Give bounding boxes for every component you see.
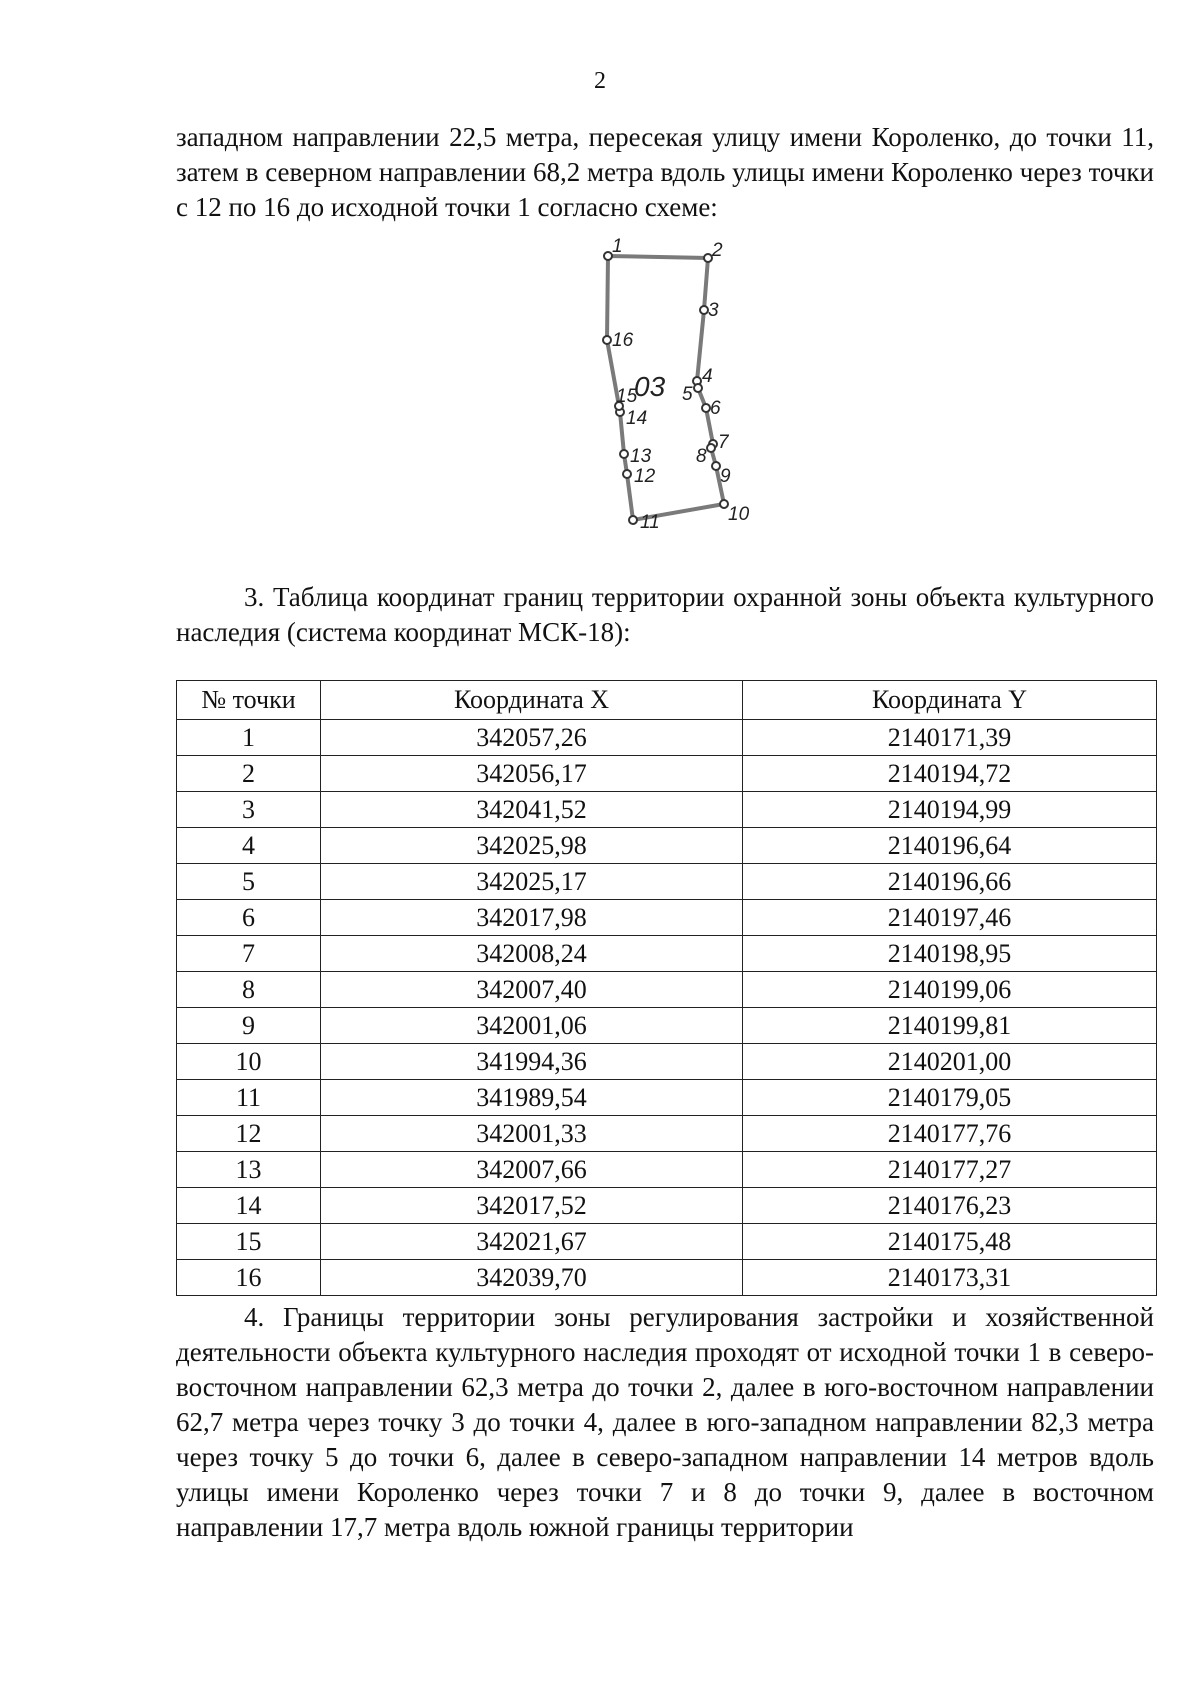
cell-coordinate-y: 2140175,48 bbox=[743, 1224, 1157, 1260]
cell-point-number: 4 bbox=[177, 828, 321, 864]
cell-coordinate-y: 2140201,00 bbox=[743, 1044, 1157, 1080]
cell-coordinate-x: 342001,33 bbox=[321, 1116, 743, 1152]
table-header-row bbox=[177, 681, 1157, 720]
cell-coordinate-y: 2140196,66 bbox=[743, 864, 1157, 900]
cell-coordinate-x: 342007,40 bbox=[321, 972, 743, 1008]
coordinates-table bbox=[176, 680, 1157, 1296]
scheme-point-label: 16 bbox=[612, 330, 634, 351]
cell-coordinate-x: 342041,52 bbox=[321, 792, 743, 828]
scheme-point-label: 12 bbox=[634, 466, 656, 487]
scheme-point-marker bbox=[604, 252, 612, 260]
cell-point-number: 5 bbox=[177, 864, 321, 900]
cell-coordinate-x: 342008,24 bbox=[321, 936, 743, 972]
cell-coordinate-x: 342017,98 bbox=[321, 900, 743, 936]
cell-coordinate-x: 341989,54 bbox=[321, 1080, 743, 1116]
cell-coordinate-y: 2140194,99 bbox=[743, 792, 1157, 828]
table-heading: 3. Таблица координат границ территории охранной зоны объекта культурного наследия (система координат МСК-18): bbox=[176, 582, 1154, 647]
cell-point-number: 16 bbox=[177, 1260, 321, 1296]
scheme-point-label: 13 bbox=[630, 446, 652, 467]
scheme-point-marker bbox=[694, 384, 702, 392]
cell-coordinate-y: 2140196,64 bbox=[743, 828, 1157, 864]
table-row bbox=[177, 1152, 1157, 1188]
scheme-point-label: 10 bbox=[728, 504, 750, 525]
cell-point-number: 6 bbox=[177, 900, 321, 936]
cell-coordinate-y: 2140177,27 bbox=[743, 1152, 1157, 1188]
cell-coordinate-y: 2140194,72 bbox=[743, 756, 1157, 792]
cell-point-number: 15 bbox=[177, 1224, 321, 1260]
table-row bbox=[177, 1116, 1157, 1152]
cell-coordinate-y: 2140199,81 bbox=[743, 1008, 1157, 1044]
scheme-point-marker bbox=[620, 450, 628, 458]
scheme-point-marker bbox=[700, 306, 708, 314]
cell-point-number: 1 bbox=[177, 720, 321, 756]
table-row bbox=[177, 864, 1157, 900]
cell-point-number: 9 bbox=[177, 1008, 321, 1044]
cell-coordinate-y: 2140176,23 bbox=[743, 1188, 1157, 1224]
scheme-point-label: 15 bbox=[616, 386, 638, 407]
table-row bbox=[177, 828, 1157, 864]
cell-coordinate-x: 342001,06 bbox=[321, 1008, 743, 1044]
header-point-number: № точки bbox=[177, 681, 321, 720]
header-coordinate-x: Координата X bbox=[321, 681, 743, 720]
cell-point-number: 14 bbox=[177, 1188, 321, 1224]
table-row bbox=[177, 720, 1157, 756]
table-row bbox=[177, 936, 1157, 972]
scheme-point-label: 9 bbox=[720, 466, 731, 487]
scheme-point-label: 4 bbox=[702, 366, 713, 387]
table-row bbox=[177, 756, 1157, 792]
table-row bbox=[177, 900, 1157, 936]
scheme-point-label: 3 bbox=[708, 300, 719, 321]
page-number: 2 bbox=[594, 68, 606, 94]
cell-coordinate-x: 342057,26 bbox=[321, 720, 743, 756]
cell-coordinate-y: 2140179,05 bbox=[743, 1080, 1157, 1116]
cell-coordinate-y: 2140197,46 bbox=[743, 900, 1157, 936]
scheme-point-marker bbox=[704, 254, 712, 262]
cell-coordinate-x: 342056,17 bbox=[321, 756, 743, 792]
cell-coordinate-x: 342017,52 bbox=[321, 1188, 743, 1224]
scheme-point-marker bbox=[629, 516, 637, 524]
scheme-point-label: 7 bbox=[718, 432, 729, 453]
cell-point-number: 7 bbox=[177, 936, 321, 972]
table-row bbox=[177, 1080, 1157, 1116]
cell-coordinate-y: 2140177,76 bbox=[743, 1116, 1157, 1152]
cell-coordinate-y: 2140199,06 bbox=[743, 972, 1157, 1008]
cell-coordinate-x: 342007,66 bbox=[321, 1152, 743, 1188]
scheme-point-marker bbox=[702, 404, 710, 412]
header-coordinate-y: Координата Y bbox=[743, 681, 1157, 720]
boundary-scheme bbox=[590, 236, 790, 566]
scheme-point-marker bbox=[720, 500, 728, 508]
scheme-point-marker bbox=[623, 470, 631, 478]
scheme-point-label: 5 bbox=[682, 384, 693, 405]
table-row bbox=[177, 1188, 1157, 1224]
cell-coordinate-x: 342025,17 bbox=[321, 864, 743, 900]
table-row bbox=[177, 972, 1157, 1008]
scheme-point-label: 8 bbox=[696, 446, 707, 467]
table-row bbox=[177, 1224, 1157, 1260]
scheme-point-label: 1 bbox=[612, 236, 623, 257]
cell-coordinate-y: 2140173,31 bbox=[743, 1260, 1157, 1296]
scheme-point-marker bbox=[707, 444, 715, 452]
scheme-point-label: 11 bbox=[640, 512, 660, 533]
table-row bbox=[177, 792, 1157, 828]
table-row bbox=[177, 1260, 1157, 1296]
cell-point-number: 10 bbox=[177, 1044, 321, 1080]
scheme-point-marker bbox=[712, 462, 720, 470]
table-row bbox=[177, 1008, 1157, 1044]
cell-coordinate-y: 2140198,95 bbox=[743, 936, 1157, 972]
cell-point-number: 3 bbox=[177, 792, 321, 828]
table-row bbox=[177, 1044, 1157, 1080]
cell-coordinate-x: 342021,67 bbox=[321, 1224, 743, 1260]
cell-coordinate-x: 341994,36 bbox=[321, 1044, 743, 1080]
scheme-point-marker bbox=[603, 336, 611, 344]
zone-paragraph: 4. Границы территории зоны регулирования застройки и хозяйственной деятельности объекта культурного наследия проходят от исходной точки 1 в северо-восточном направлении 62,3 метра до точки 2, далее в юго-восточном направлении 62,7 метра через точку 3 до точки 4, далее в юго-западном направлении 82,3 метра через точку 5 до точки 6, далее в северо-западном направлении 14 метров вдоль улицы имени Короленко через точки 7 и 8 до точки 9, далее в восточном направлении 17,7 метра вдоль южной границы территории bbox=[176, 1302, 1154, 1542]
cell-point-number: 11 bbox=[177, 1080, 321, 1116]
cell-coordinate-x: 342039,70 bbox=[321, 1260, 743, 1296]
cell-point-number: 13 bbox=[177, 1152, 321, 1188]
scheme-point-label: 2 bbox=[712, 240, 723, 261]
cell-coordinate-x: 342025,98 bbox=[321, 828, 743, 864]
zone-label: 03 bbox=[634, 371, 666, 402]
scheme-point-label: 14 bbox=[626, 408, 648, 429]
boundary-scheme-drawing bbox=[590, 236, 790, 566]
cell-coordinate-y: 2140171,39 bbox=[743, 720, 1157, 756]
cell-point-number: 8 bbox=[177, 972, 321, 1008]
intro-paragraph: западном направлении 22,5 метра, пересекая улицу имени Короленко, до точки 11, затем в северном направлении 68,2 метра вдоль улицы имени Короленко через точки с 12 по 16 до исходной точки 1 согласно схеме: bbox=[176, 122, 1154, 222]
cell-point-number: 12 bbox=[177, 1116, 321, 1152]
scheme-point-label: 6 bbox=[710, 398, 721, 419]
cell-point-number: 2 bbox=[177, 756, 321, 792]
